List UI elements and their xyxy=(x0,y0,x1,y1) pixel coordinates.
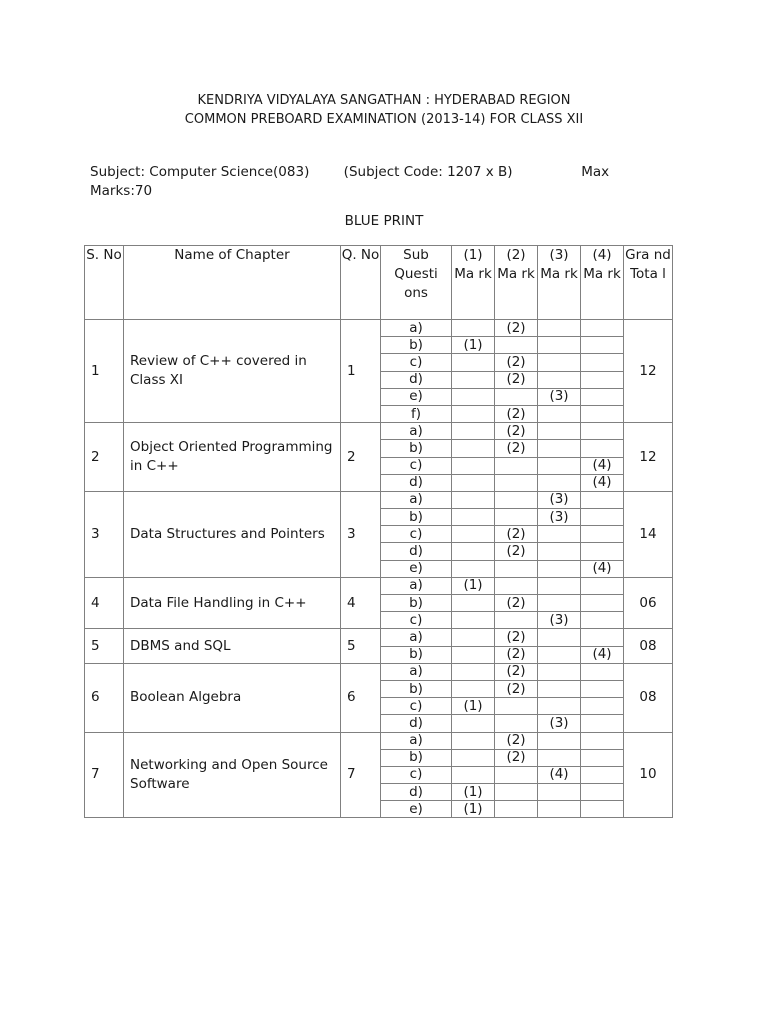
question-number-cell: 7 xyxy=(341,732,381,818)
sub-question-cell: a) xyxy=(381,629,452,646)
sub-question-cell: c) xyxy=(381,766,452,783)
mark-3-cell: (3) xyxy=(538,388,581,405)
mark-3-cell xyxy=(538,732,581,749)
mark-1-cell xyxy=(452,766,495,783)
mark-2-cell xyxy=(495,388,538,405)
blue-print-table xyxy=(84,245,673,818)
mark-4-cell xyxy=(581,715,624,732)
mark-3-cell: (3) xyxy=(538,509,581,526)
mark-3-cell xyxy=(538,354,581,371)
header-sub-questions: Sub Questi ons xyxy=(381,246,452,320)
mark-4-cell xyxy=(581,766,624,783)
mark-4-cell xyxy=(581,595,624,612)
serial-number-cell: 1 xyxy=(85,320,124,423)
mark-4-cell xyxy=(581,732,624,749)
mark-1-cell xyxy=(452,663,495,680)
mark-2-cell: (2) xyxy=(495,646,538,663)
mark-3-cell xyxy=(538,371,581,388)
sub-question-cell: c) xyxy=(381,526,452,543)
mark-1-cell xyxy=(452,612,495,629)
mark-1-cell xyxy=(452,440,495,457)
mark-3-cell xyxy=(538,595,581,612)
serial-number-cell: 3 xyxy=(85,491,124,577)
mark-2-cell xyxy=(495,509,538,526)
header-sno: S. No xyxy=(85,246,124,320)
mark-1-cell: (1) xyxy=(452,337,495,354)
mark-2-cell: (2) xyxy=(495,423,538,440)
mark-3-cell xyxy=(538,543,581,560)
mark-1-cell xyxy=(452,749,495,766)
subject-info-line: Subject: Computer Science(083) (Subject Code: 1207 x B) Max Marks:70 xyxy=(90,164,610,199)
question-number-cell: 5 xyxy=(341,629,381,663)
mark-2-cell: (2) xyxy=(495,543,538,560)
sub-question-cell: e) xyxy=(381,560,452,577)
mark-1-cell xyxy=(452,509,495,526)
mark-4-cell xyxy=(581,749,624,766)
mark-3-cell: (3) xyxy=(538,491,581,508)
mark-2-cell xyxy=(495,491,538,508)
table-row xyxy=(85,663,673,680)
mark-4-cell xyxy=(581,491,624,508)
mark-4-cell: (4) xyxy=(581,457,624,474)
mark-3-cell xyxy=(538,680,581,697)
serial-number-cell: 6 xyxy=(85,663,124,732)
mark-1-cell: (1) xyxy=(452,784,495,801)
sub-question-cell: a) xyxy=(381,732,452,749)
mark-1-cell xyxy=(452,543,495,560)
sub-question-cell: d) xyxy=(381,784,452,801)
mark-4-cell xyxy=(581,320,624,337)
sub-question-cell: b) xyxy=(381,680,452,697)
mark-1-cell: (1) xyxy=(452,801,495,818)
question-number-cell: 4 xyxy=(341,577,381,629)
grand-total-cell: 12 xyxy=(624,423,673,492)
table-header-row xyxy=(85,246,673,320)
serial-number-cell: 2 xyxy=(85,423,124,492)
mark-3-cell xyxy=(538,526,581,543)
document-title-line-2: COMMON PREBOARD EXAMINATION (2013-14) FOR CLASS XII xyxy=(184,112,584,127)
serial-number-cell: 7 xyxy=(85,732,124,818)
grand-total-cell: 08 xyxy=(624,629,673,663)
mark-1-cell xyxy=(452,680,495,697)
mark-2-cell: (2) xyxy=(495,749,538,766)
header-1-mark: (1) Ma rk xyxy=(452,246,495,320)
mark-1-cell xyxy=(452,732,495,749)
mark-2-cell xyxy=(495,337,538,354)
mark-2-cell xyxy=(495,577,538,594)
mark-4-cell: (4) xyxy=(581,474,624,491)
mark-2-cell xyxy=(495,698,538,715)
mark-1-cell xyxy=(452,388,495,405)
sub-question-cell: c) xyxy=(381,612,452,629)
mark-1-cell xyxy=(452,474,495,491)
mark-2-cell xyxy=(495,801,538,818)
chapter-name-cell: Data File Handling in C++ xyxy=(124,577,341,629)
chapter-name-cell: Networking and Open Source Software xyxy=(124,732,341,818)
mark-2-cell xyxy=(495,457,538,474)
mark-3-cell xyxy=(538,577,581,594)
mark-1-cell: (1) xyxy=(452,577,495,594)
grand-total-cell: 06 xyxy=(624,577,673,629)
mark-2-cell: (2) xyxy=(495,320,538,337)
mark-2-cell: (2) xyxy=(495,526,538,543)
header-qno: Q. No xyxy=(341,246,381,320)
mark-1-cell xyxy=(452,354,495,371)
mark-1-cell xyxy=(452,320,495,337)
mark-4-cell xyxy=(581,612,624,629)
chapter-name-cell: Boolean Algebra xyxy=(124,663,341,732)
mark-2-cell: (2) xyxy=(495,354,538,371)
sub-question-cell: b) xyxy=(381,509,452,526)
sub-question-cell: b) xyxy=(381,646,452,663)
mark-3-cell: (3) xyxy=(538,715,581,732)
mark-1-cell xyxy=(452,457,495,474)
sub-question-cell: c) xyxy=(381,457,452,474)
grand-total-cell: 10 xyxy=(624,732,673,818)
sub-question-cell: d) xyxy=(381,474,452,491)
sub-question-cell: a) xyxy=(381,577,452,594)
chapter-name-cell: Object Oriented Programming in C++ xyxy=(124,423,341,492)
sub-question-cell: a) xyxy=(381,423,452,440)
mark-3-cell: (3) xyxy=(538,612,581,629)
mark-1-cell: (1) xyxy=(452,698,495,715)
chapter-name-cell: DBMS and SQL xyxy=(124,629,341,663)
sub-question-cell: b) xyxy=(381,440,452,457)
mark-1-cell xyxy=(452,423,495,440)
serial-number-cell: 5 xyxy=(85,629,124,663)
mark-4-cell xyxy=(581,405,624,422)
grand-total-cell: 14 xyxy=(624,491,673,577)
question-number-cell: 1 xyxy=(341,320,381,423)
mark-3-cell xyxy=(538,320,581,337)
sub-question-cell: d) xyxy=(381,543,452,560)
sub-question-cell: c) xyxy=(381,354,452,371)
mark-4-cell: (4) xyxy=(581,560,624,577)
mark-3-cell xyxy=(538,440,581,457)
mark-3-cell xyxy=(538,474,581,491)
header-chapter: Name of Chapter xyxy=(124,246,341,320)
question-number-cell: 3 xyxy=(341,491,381,577)
mark-1-cell xyxy=(452,491,495,508)
mark-3-cell xyxy=(538,663,581,680)
mark-4-cell xyxy=(581,337,624,354)
mark-4-cell xyxy=(581,663,624,680)
mark-4-cell xyxy=(581,680,624,697)
mark-3-cell xyxy=(538,457,581,474)
sub-question-cell: d) xyxy=(381,715,452,732)
mark-3-cell xyxy=(538,784,581,801)
sub-question-cell: a) xyxy=(381,320,452,337)
mark-2-cell xyxy=(495,766,538,783)
mark-4-cell xyxy=(581,577,624,594)
mark-3-cell xyxy=(538,801,581,818)
sub-question-cell: c) xyxy=(381,698,452,715)
sub-question-cell: e) xyxy=(381,388,452,405)
mark-2-cell xyxy=(495,715,538,732)
serial-number-cell: 4 xyxy=(85,577,124,629)
sub-question-cell: a) xyxy=(381,491,452,508)
mark-2-cell xyxy=(495,612,538,629)
mark-1-cell xyxy=(452,715,495,732)
table-row xyxy=(85,320,673,337)
blue-print-heading: BLUE PRINT xyxy=(344,213,424,229)
table-row xyxy=(85,577,673,594)
mark-4-cell xyxy=(581,526,624,543)
mark-2-cell: (2) xyxy=(495,663,538,680)
mark-1-cell xyxy=(452,560,495,577)
mark-2-cell: (2) xyxy=(495,732,538,749)
table-body xyxy=(85,320,673,818)
mark-2-cell: (2) xyxy=(495,629,538,646)
mark-2-cell: (2) xyxy=(495,680,538,697)
question-number-cell: 2 xyxy=(341,423,381,492)
mark-1-cell xyxy=(452,526,495,543)
sub-question-cell: a) xyxy=(381,663,452,680)
mark-4-cell xyxy=(581,629,624,646)
mark-4-cell xyxy=(581,509,624,526)
mark-1-cell xyxy=(452,595,495,612)
question-number-cell: 6 xyxy=(341,663,381,732)
mark-4-cell xyxy=(581,698,624,715)
mark-1-cell xyxy=(452,371,495,388)
mark-4-cell xyxy=(581,371,624,388)
sub-question-cell: b) xyxy=(381,337,452,354)
mark-4-cell xyxy=(581,784,624,801)
mark-3-cell xyxy=(538,423,581,440)
mark-3-cell xyxy=(538,749,581,766)
sub-question-cell: b) xyxy=(381,595,452,612)
mark-2-cell: (2) xyxy=(495,371,538,388)
document-title-line-1: KENDRIYA VIDYALAYA SANGATHAN : HYDERABAD REGION xyxy=(197,93,571,108)
header-grand-total: Gra nd Tota l xyxy=(624,246,673,320)
header-2-mark: (2) Ma rk xyxy=(495,246,538,320)
mark-2-cell: (2) xyxy=(495,440,538,457)
sub-question-cell: b) xyxy=(381,749,452,766)
table-row xyxy=(85,629,673,646)
mark-4-cell: (4) xyxy=(581,646,624,663)
mark-4-cell xyxy=(581,801,624,818)
mark-3-cell: (4) xyxy=(538,766,581,783)
mark-3-cell xyxy=(538,629,581,646)
mark-3-cell xyxy=(538,698,581,715)
header-3-mark: (3) Ma rk xyxy=(538,246,581,320)
chapter-name-cell: Review of C++ covered in Class XI xyxy=(124,320,341,423)
sub-question-cell: d) xyxy=(381,371,452,388)
mark-4-cell xyxy=(581,388,624,405)
mark-2-cell xyxy=(495,474,538,491)
grand-total-cell: 12 xyxy=(624,320,673,423)
sub-question-cell: f) xyxy=(381,405,452,422)
mark-4-cell xyxy=(581,354,624,371)
mark-3-cell xyxy=(538,405,581,422)
sub-question-cell: e) xyxy=(381,801,452,818)
mark-1-cell xyxy=(452,646,495,663)
mark-4-cell xyxy=(581,440,624,457)
mark-4-cell xyxy=(581,423,624,440)
mark-2-cell xyxy=(495,560,538,577)
table-row xyxy=(85,732,673,749)
mark-2-cell xyxy=(495,784,538,801)
chapter-name-cell: Data Structures and Pointers xyxy=(124,491,341,577)
mark-1-cell xyxy=(452,629,495,646)
mark-3-cell xyxy=(538,646,581,663)
mark-2-cell: (2) xyxy=(495,595,538,612)
mark-4-cell xyxy=(581,543,624,560)
grand-total-cell: 08 xyxy=(624,663,673,732)
mark-3-cell xyxy=(538,560,581,577)
mark-3-cell xyxy=(538,337,581,354)
table-row xyxy=(85,423,673,440)
table-row xyxy=(85,491,673,508)
mark-1-cell xyxy=(452,405,495,422)
mark-2-cell: (2) xyxy=(495,405,538,422)
header-4-mark: (4) Ma rk xyxy=(581,246,624,320)
